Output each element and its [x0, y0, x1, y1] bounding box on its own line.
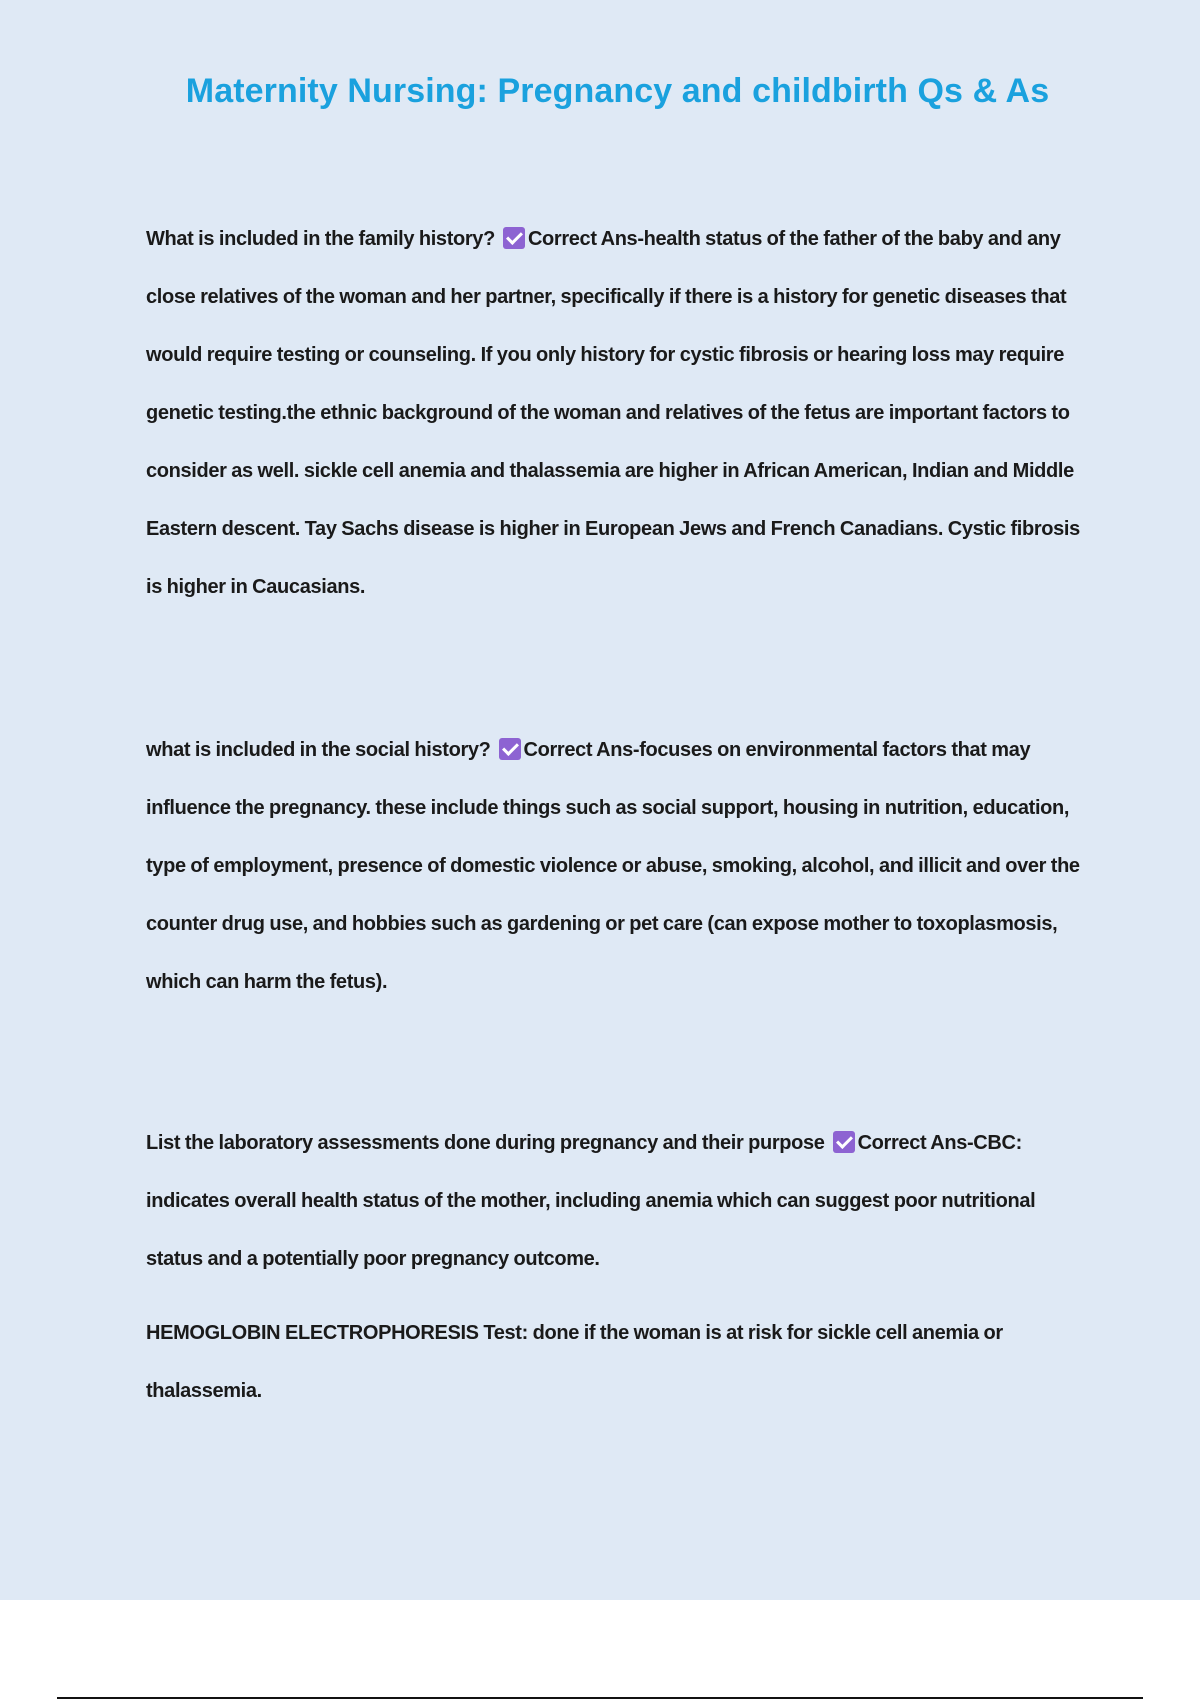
qa-paragraph	[146, 210, 1086, 616]
answer-text: health status of the father of the baby and any close relatives of the woman and her partner, specifically if there is a history for genetic diseases that would require testing or counseling. If you only history for cystic fibrosis or hearing loss may require genetic testing.the ethnic background of the woman and relatives of the fetus are important factors to consider as well. sickle cell anemia and thalassemia are higher in African American, Indian and Middle Eastern descent. Tay Sachs disease is higher in European Jews and French Canadians. Cystic fibrosis is higher in Caucasians.	[146, 228, 1080, 598]
check-box-icon	[499, 738, 521, 760]
answer-text: CBC: indicates overall health status of the mother, including anemia which can suggest poor nutritional status and a potentially poor pregnancy outcome.	[146, 1132, 1036, 1270]
answer-continued: HEMOGLOBIN ELECTROPHORESIS Test: done if the woman is at risk for sickle cell anemia or thalassemia.	[146, 1322, 1003, 1402]
question-text: what is included in the social history?	[146, 739, 491, 761]
answer-text: focuses on environmental factors that may influence the pregnancy. these include things such as social support, housing in nutrition, education, type of employment, presence of domestic violence or abuse, smoking, alcohol, and illicit and over the counter drug use, and hobbies such as gardening or pet care (can expose mother to toxoplasmosis, which can harm the fetus).	[146, 739, 1080, 993]
qa-paragraph	[146, 721, 1086, 1011]
answer-prefix: Correct Ans-	[523, 739, 640, 761]
document-title: Maternity Nursing: Pregnancy and childbirth Qs & As	[185, 72, 1050, 110]
footer-divider	[57, 1697, 1143, 1699]
answer-prefix: Correct Ans-	[527, 228, 644, 250]
qa-paragraph	[146, 1114, 1086, 1288]
qa-item-family-history	[146, 210, 1086, 616]
question-text: What is included in the family history?	[146, 228, 495, 250]
question-text: List the laboratory assessments done during pregnancy and their purpose	[146, 1132, 825, 1154]
answer-prefix: Correct Ans-	[857, 1132, 974, 1154]
qa-item-social-history	[146, 721, 1086, 1011]
qa-item-laboratory-assessments	[146, 1114, 1086, 1420]
check-box-icon	[833, 1131, 855, 1153]
check-box-icon	[503, 227, 525, 249]
